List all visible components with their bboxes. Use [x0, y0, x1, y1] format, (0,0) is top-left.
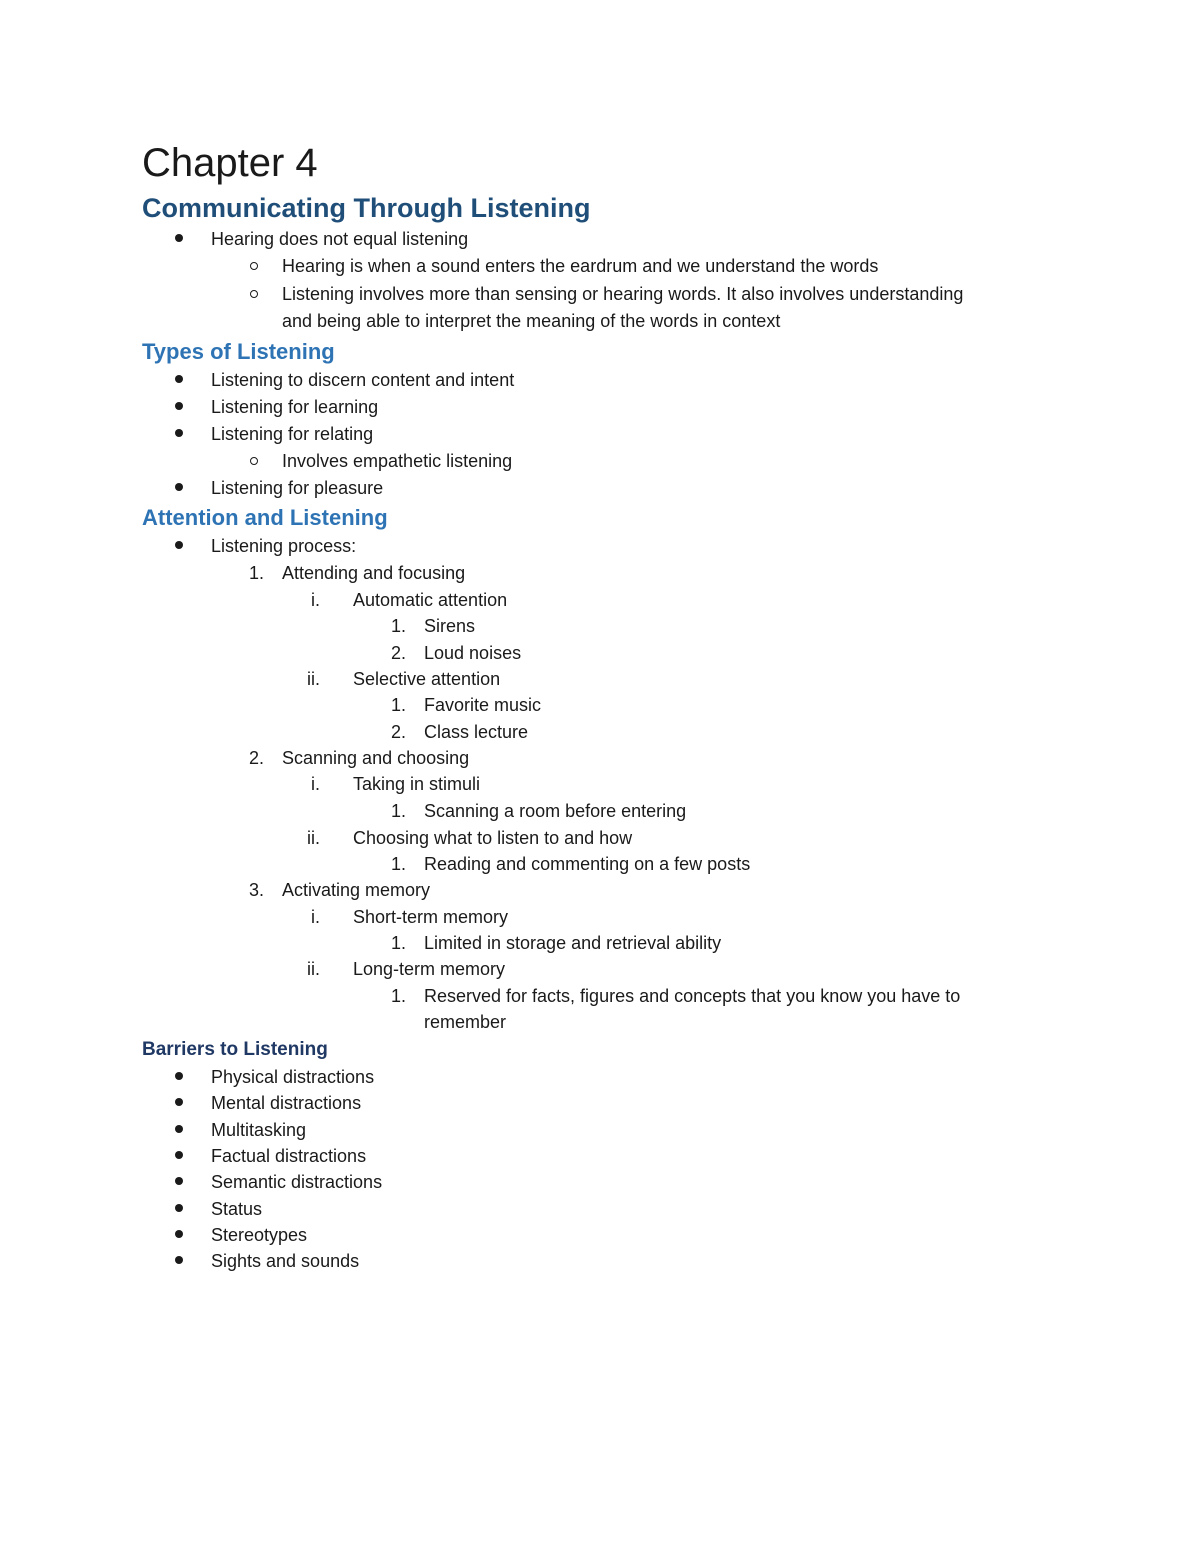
list-marker: 1. [390, 616, 406, 636]
list-item: Listening involves more than sensing or hearing words. It also involves understanding [282, 284, 964, 304]
bullet-circle [250, 290, 258, 298]
bullet-dot [175, 541, 183, 549]
list-item: Scanning a room before entering [424, 801, 687, 821]
list-item: Sights and sounds [211, 1251, 360, 1271]
list-item: Involves empathetic listening [282, 451, 513, 471]
list-item: Taking in stimuli [353, 774, 481, 794]
heading-barriers-to-listening: Barriers to Listening [142, 1039, 328, 1060]
list-item: Attending and focusing [282, 563, 466, 583]
bullet-dot [175, 1177, 183, 1185]
list-item: Status [211, 1199, 263, 1219]
list-marker: 3. [248, 880, 264, 900]
list-marker: 1. [390, 933, 406, 953]
bullet-dot [175, 375, 183, 383]
list-item-continuation: remember [424, 1012, 507, 1032]
bullet-dot [175, 1125, 183, 1133]
list-item: Long-term memory [353, 959, 506, 979]
list-item: Hearing is when a sound enters the eardrum and we understand the words [282, 256, 879, 276]
list-item: Mental distractions [211, 1093, 362, 1113]
list-item: Listening for pleasure [211, 478, 384, 498]
list-marker: i. [311, 590, 320, 610]
list-marker: 1. [390, 986, 406, 1006]
list-item: Loud noises [424, 643, 522, 663]
heading-communicating-through-listening: Communicating Through Listening [142, 193, 591, 223]
list-item: Stereotypes [211, 1225, 308, 1245]
list-marker: 1. [248, 563, 264, 583]
list-item: Activating memory [282, 880, 431, 900]
list-item: Short-term memory [353, 907, 509, 927]
page-title: Chapter 4 [142, 141, 318, 185]
bullet-circle [250, 262, 258, 270]
bullet-dot [175, 429, 183, 437]
list-item: Class lecture [424, 722, 529, 742]
list-marker: 1. [390, 854, 406, 874]
list-item: Semantic distractions [211, 1172, 383, 1192]
list-item: Hearing does not equal listening [211, 229, 469, 249]
bullet-dot [175, 402, 183, 410]
list-marker: 2. [390, 643, 406, 663]
list-item: Listening for learning [211, 397, 379, 417]
list-item: Sirens [424, 616, 476, 636]
list-item: Selective attention [353, 669, 501, 689]
bullet-circle [250, 457, 258, 465]
bullet-dot [175, 1256, 183, 1264]
list-item: Scanning and choosing [282, 748, 470, 768]
bullet-dot [175, 1151, 183, 1159]
list-marker: 1. [390, 695, 406, 715]
list-marker: i. [311, 907, 320, 927]
bullet-dot [175, 1072, 183, 1080]
list-item: Automatic attention [353, 590, 508, 610]
bullet-dot [175, 234, 183, 242]
heading-types-of-listening: Types of Listening [142, 339, 335, 364]
list-item-continuation: and being able to interpret the meaning of the words in context [282, 311, 781, 331]
list-marker: 2. [390, 722, 406, 742]
list-item: Listening to discern content and intent [211, 370, 515, 390]
list-marker: ii. [307, 828, 320, 848]
bullet-dot [175, 1204, 183, 1212]
list-item: Factual distractions [211, 1146, 367, 1166]
list-item: Listening for relating [211, 424, 374, 444]
list-marker: 1. [390, 801, 406, 821]
list-item: Favorite music [424, 695, 542, 715]
list-marker: ii. [307, 959, 320, 979]
bullet-dot [175, 1098, 183, 1106]
list-marker: ii. [307, 669, 320, 689]
heading-attention-and-listening: Attention and Listening [142, 505, 388, 530]
list-item: Limited in storage and retrieval ability [424, 933, 722, 953]
list-item: Choosing what to listen to and how [353, 828, 633, 848]
list-marker: i. [311, 774, 320, 794]
list-item: Reading and commenting on a few posts [424, 854, 751, 874]
bullet-dot [175, 483, 183, 491]
list-item: Physical distractions [211, 1067, 375, 1087]
list-item: Reserved for facts, figures and concepts that you know you have to [424, 986, 961, 1006]
bullet-dot [175, 1230, 183, 1238]
list-item: Listening process: [211, 536, 357, 556]
list-marker: 2. [248, 748, 264, 768]
list-item: Multitasking [211, 1120, 307, 1140]
